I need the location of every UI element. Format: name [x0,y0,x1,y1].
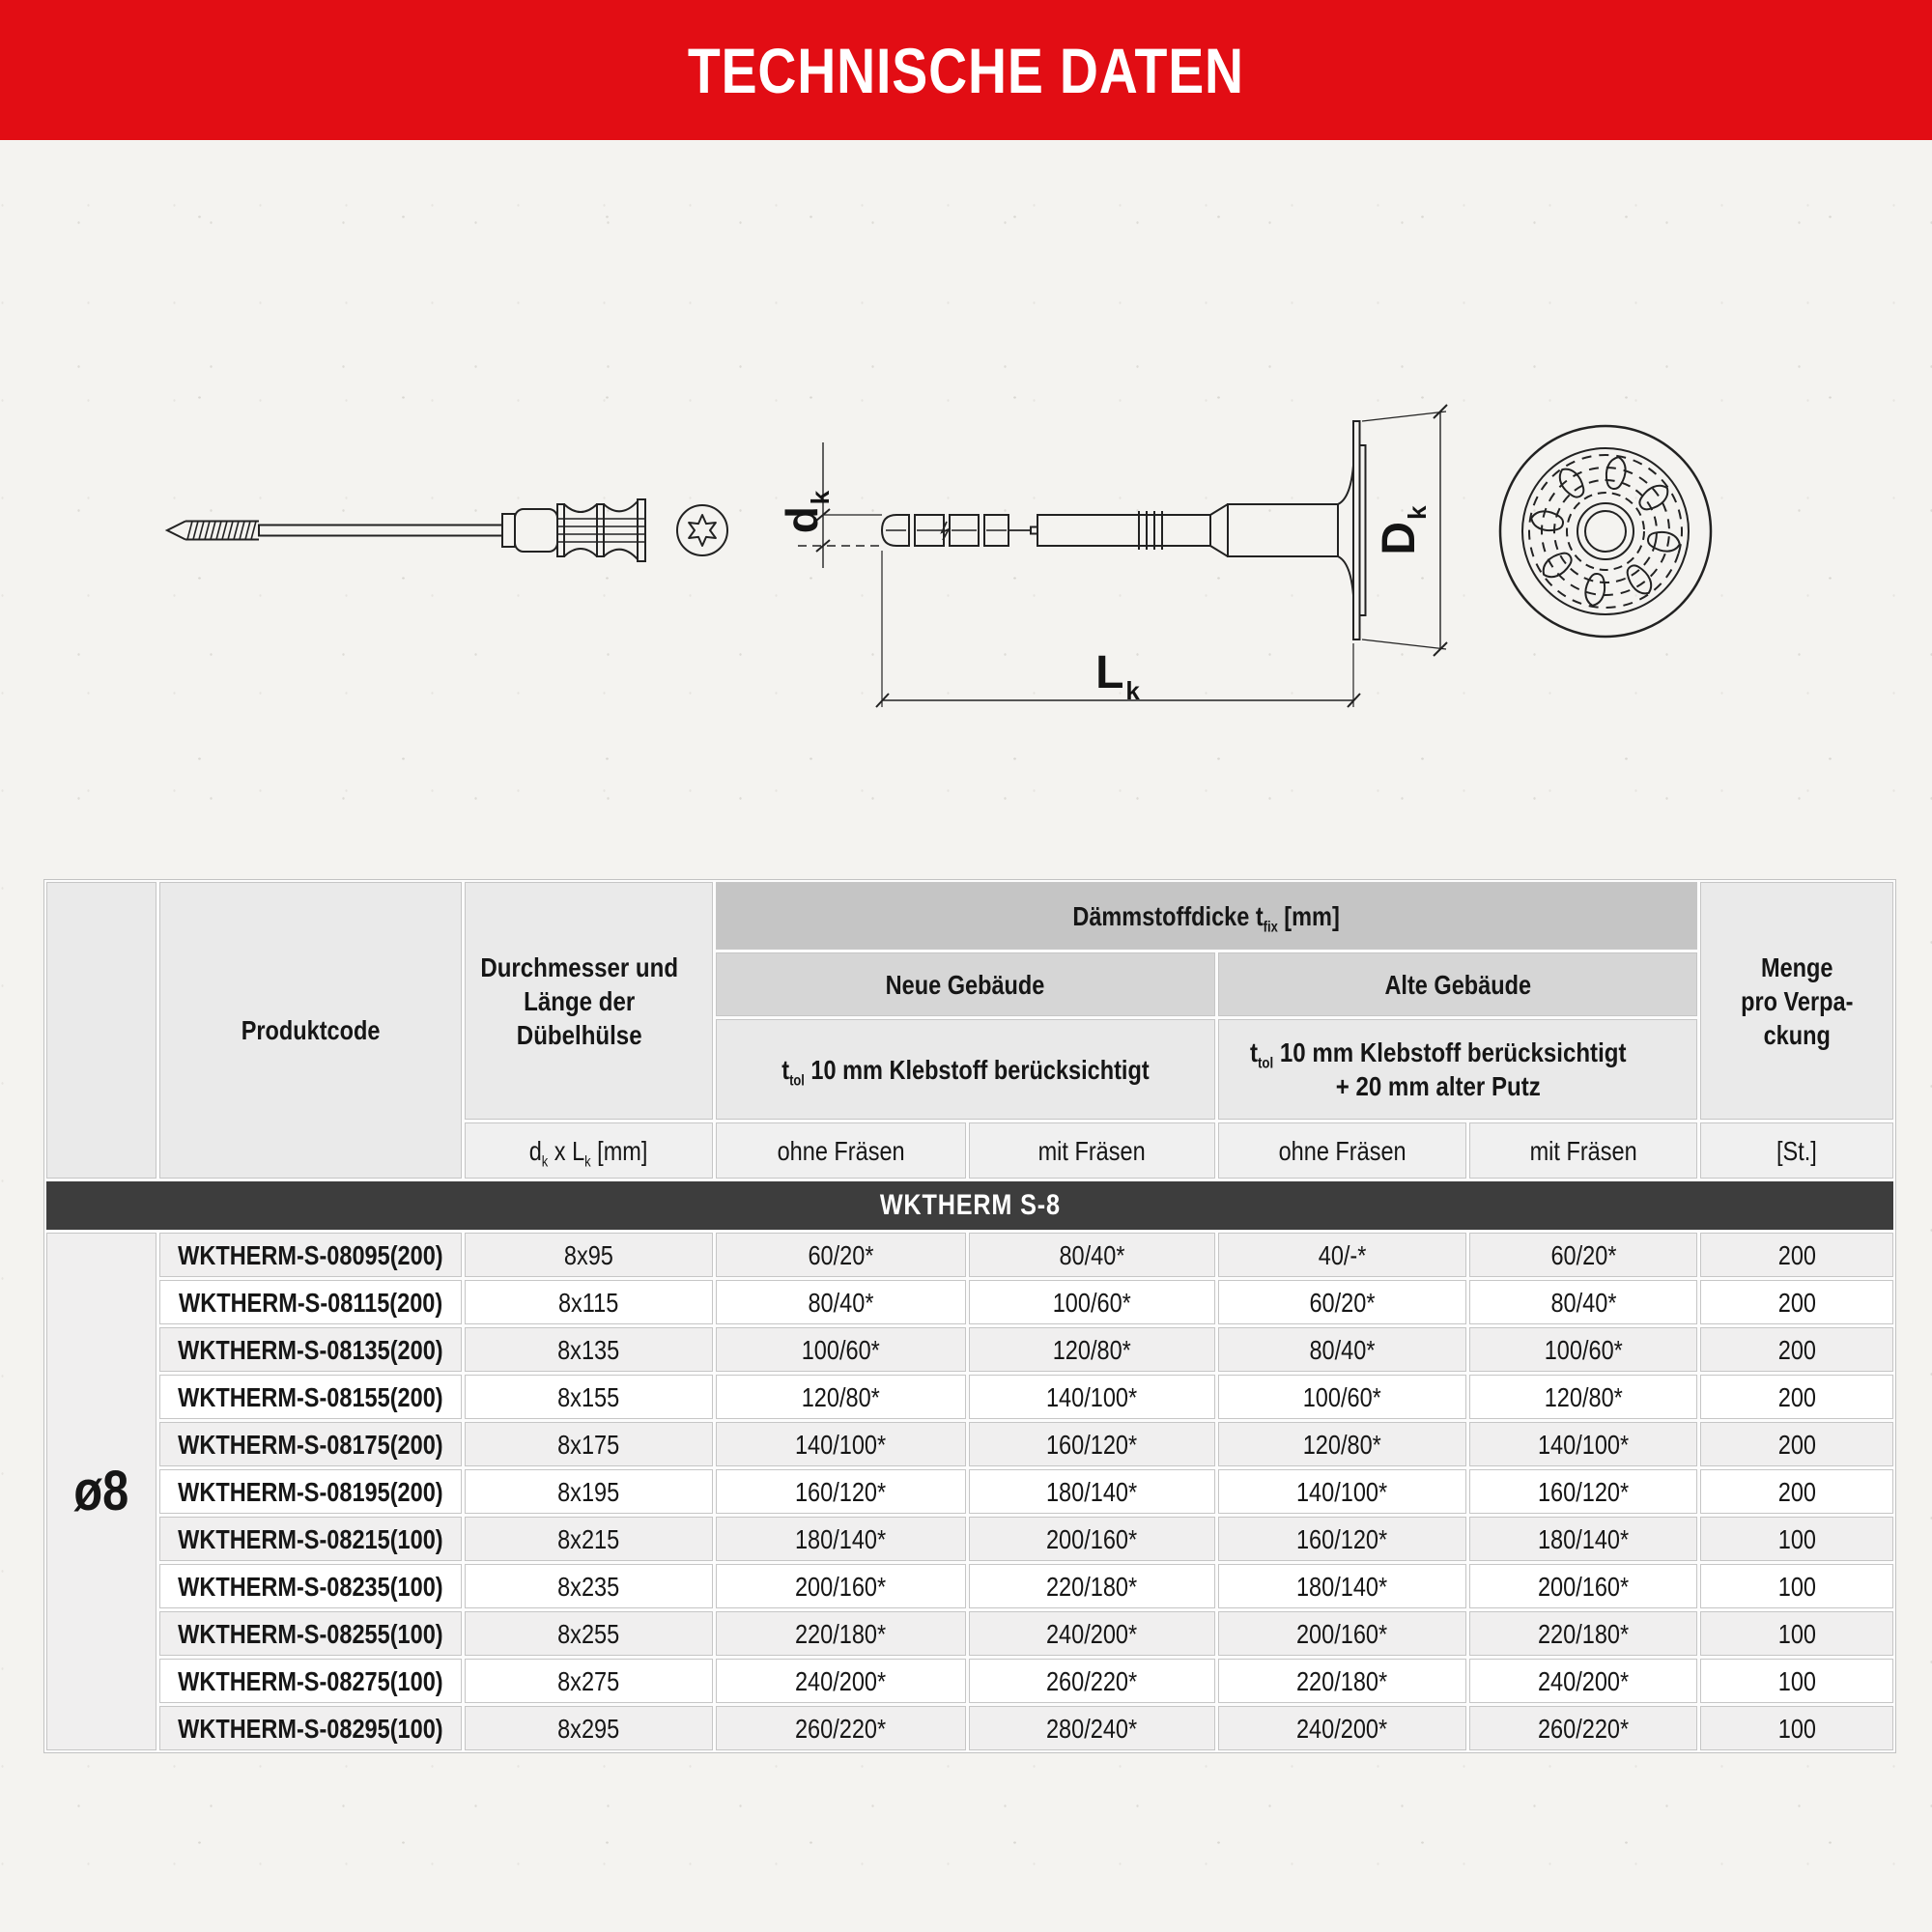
cell-neu_mit: 280/240* [969,1706,1215,1750]
torx-head-view [677,505,727,555]
svg-text:dk: $d_k$ [777,490,835,534]
cell-alt_mit: 120/80* [1469,1375,1697,1419]
hammer-sleeve [502,499,645,561]
cell-menge: 100 [1700,1564,1893,1608]
page-title: TECHNISCHE DATEN [687,34,1245,106]
dowel-body [882,466,1353,595]
col-header-klebstoff-alt: $t_{tol}$ 10 mm Klebstoff berücksichtigt + 20 mm alter Putz [1218,1019,1697,1120]
threaded-pin [167,522,502,540]
cell-alt_ohne: 80/40* [1218,1327,1466,1372]
cell-alt_ohne: 100/60* [1218,1375,1466,1419]
cell-size: 8x115 [465,1280,713,1324]
svg-text:Dk: $D_k$ [1374,505,1432,555]
plate-top-view [1500,426,1711,637]
col-header-neue-gebaeude: Neue Gebäude [716,952,1215,1016]
units-dk-lk: $d_k$ x $L_k$ [mm] [465,1122,713,1179]
dim-Lk [876,551,1360,707]
cell-alt_mit: 100/60* [1469,1327,1697,1372]
cell-product-code: WKTHERM-S-08195(200) [159,1469,462,1514]
cell-neu_mit: 80/40* [969,1233,1215,1277]
cell-neu_ohne: 120/80* [716,1375,966,1419]
screw-side-view-drawing [145,484,744,585]
col-header-durchmesser: Durchmesser und Länge der Dübelhülse [465,882,713,1120]
units-mit-fraesen-neu: mit Fräsen [969,1122,1215,1179]
cell-neu_ohne: 80/40* [716,1280,966,1324]
diameter-label: ø8 [46,1233,156,1750]
cell-neu_ohne: 160/120* [716,1469,966,1514]
cell-alt_mit: 160/120* [1469,1469,1697,1514]
cell-size: 8x155 [465,1375,713,1419]
cell-size: 8x275 [465,1659,713,1703]
cell-product-code: WKTHERM-S-08115(200) [159,1280,462,1324]
cell-neu_mit: 140/100* [969,1375,1215,1419]
cell-neu_ohne: 100/60* [716,1327,966,1372]
cell-size: 8x175 [465,1422,713,1466]
cell-size: 8x95 [465,1233,713,1277]
cell-neu_ohne: 200/160* [716,1564,966,1608]
cell-neu_mit: 220/180* [969,1564,1215,1608]
cell-size: 8x255 [465,1611,713,1656]
units-ohne-fraesen-alt: ohne Fräsen [1218,1122,1466,1179]
spec-table [43,879,1896,1753]
col-header-menge: Menge pro Verpa- ckung [1700,882,1893,1120]
cell-neu_ohne: 180/140* [716,1517,966,1561]
col-header-klebstoff-neu: $t_{tol}$ 10 mm Klebstoff berücksichtigt [716,1019,1215,1120]
cell-alt_ohne: 220/180* [1218,1659,1466,1703]
cell-alt_mit: 260/220* [1469,1706,1697,1750]
cell-neu_ohne: 60/20* [716,1233,966,1277]
cell-alt_ohne: 200/160* [1218,1611,1466,1656]
cell-neu_mit: 260/220* [969,1659,1215,1703]
cell-size: 8x235 [465,1564,713,1608]
cell-product-code: WKTHERM-S-08175(200) [159,1422,462,1466]
flange-plate [1353,421,1366,639]
cell-menge: 200 [1700,1327,1893,1372]
cell-size: 8x195 [465,1469,713,1514]
cell-product-code: WKTHERM-S-08235(100) [159,1564,462,1608]
col-header-daemmstoffdicke: Dämmstoffdicke $t_{fix}$ [mm] [716,882,1697,950]
cell-menge: 100 [1700,1611,1893,1656]
cell-menge: 100 [1700,1659,1893,1703]
col-header-produktcode: Produktcode [159,882,462,1179]
cell-size: 8x295 [465,1706,713,1750]
plate-top-view-drawing [1488,413,1723,654]
cell-alt_mit: 140/100* [1469,1422,1697,1466]
cell-neu_ohne: 240/200* [716,1659,966,1703]
title-banner [0,0,1932,140]
cell-neu_mit: 160/120* [969,1422,1215,1466]
cell-alt_ohne: 140/100* [1218,1469,1466,1514]
cell-product-code: WKTHERM-S-08155(200) [159,1375,462,1419]
cell-product-code: WKTHERM-S-08095(200) [159,1233,462,1277]
cell-neu_ohne: 140/100* [716,1422,966,1466]
cell-neu_ohne: 260/220* [716,1706,966,1750]
cell-neu_ohne: 220/180* [716,1611,966,1656]
cell-alt_ohne: 40/-* [1218,1233,1466,1277]
cell-alt_ohne: 60/20* [1218,1280,1466,1324]
cell-neu_mit: 120/80* [969,1327,1215,1372]
units-stueck: [St.] [1700,1122,1893,1179]
cell-menge: 200 [1700,1469,1893,1514]
corner-cell [46,882,156,1179]
cell-product-code: WKTHERM-S-08255(100) [159,1611,462,1656]
cell-alt_ohne: 240/200* [1218,1706,1466,1750]
cell-product-code: WKTHERM-S-08135(200) [159,1327,462,1372]
cell-size: 8x135 [465,1327,713,1372]
product-group-banner: WKTHERM S-8 [46,1181,1893,1230]
cell-menge: 100 [1700,1706,1893,1750]
cell-alt_mit: 180/140* [1469,1517,1697,1561]
cell-menge: 100 [1700,1517,1893,1561]
cell-menge: 200 [1700,1422,1893,1466]
cell-alt_mit: 200/160* [1469,1564,1697,1608]
cell-product-code: WKTHERM-S-08275(100) [159,1659,462,1703]
units-ohne-fraesen-neu: ohne Fräsen [716,1122,966,1179]
dowel-dimension-drawing [763,396,1459,720]
cell-alt_mit: 60/20* [1469,1233,1697,1277]
cell-alt_mit: 220/180* [1469,1611,1697,1656]
cell-alt_mit: 240/200* [1469,1659,1697,1703]
dim-dk [777,442,882,568]
cell-alt_mit: 80/40* [1469,1280,1697,1324]
cell-neu_mit: 240/200* [969,1611,1215,1656]
cell-product-code: WKTHERM-S-08295(100) [159,1706,462,1750]
cell-product-code: WKTHERM-S-08215(100) [159,1517,462,1561]
units-mit-fraesen-alt: mit Fräsen [1469,1122,1697,1179]
cell-menge: 200 [1700,1280,1893,1324]
cell-neu_mit: 200/160* [969,1517,1215,1561]
cell-menge: 200 [1700,1375,1893,1419]
cell-alt_ohne: 180/140* [1218,1564,1466,1608]
cell-neu_mit: 180/140* [969,1469,1215,1514]
cell-menge: 200 [1700,1233,1893,1277]
cell-alt_ohne: 120/80* [1218,1422,1466,1466]
cell-alt_ohne: 160/120* [1218,1517,1466,1561]
col-header-alte-gebaeude: Alte Gebäude [1218,952,1697,1016]
cell-size: 8x215 [465,1517,713,1561]
cell-neu_mit: 100/60* [969,1280,1215,1324]
dim-Dk [1362,405,1447,656]
svg-text:Lk: $L_k$ [1095,647,1140,705]
